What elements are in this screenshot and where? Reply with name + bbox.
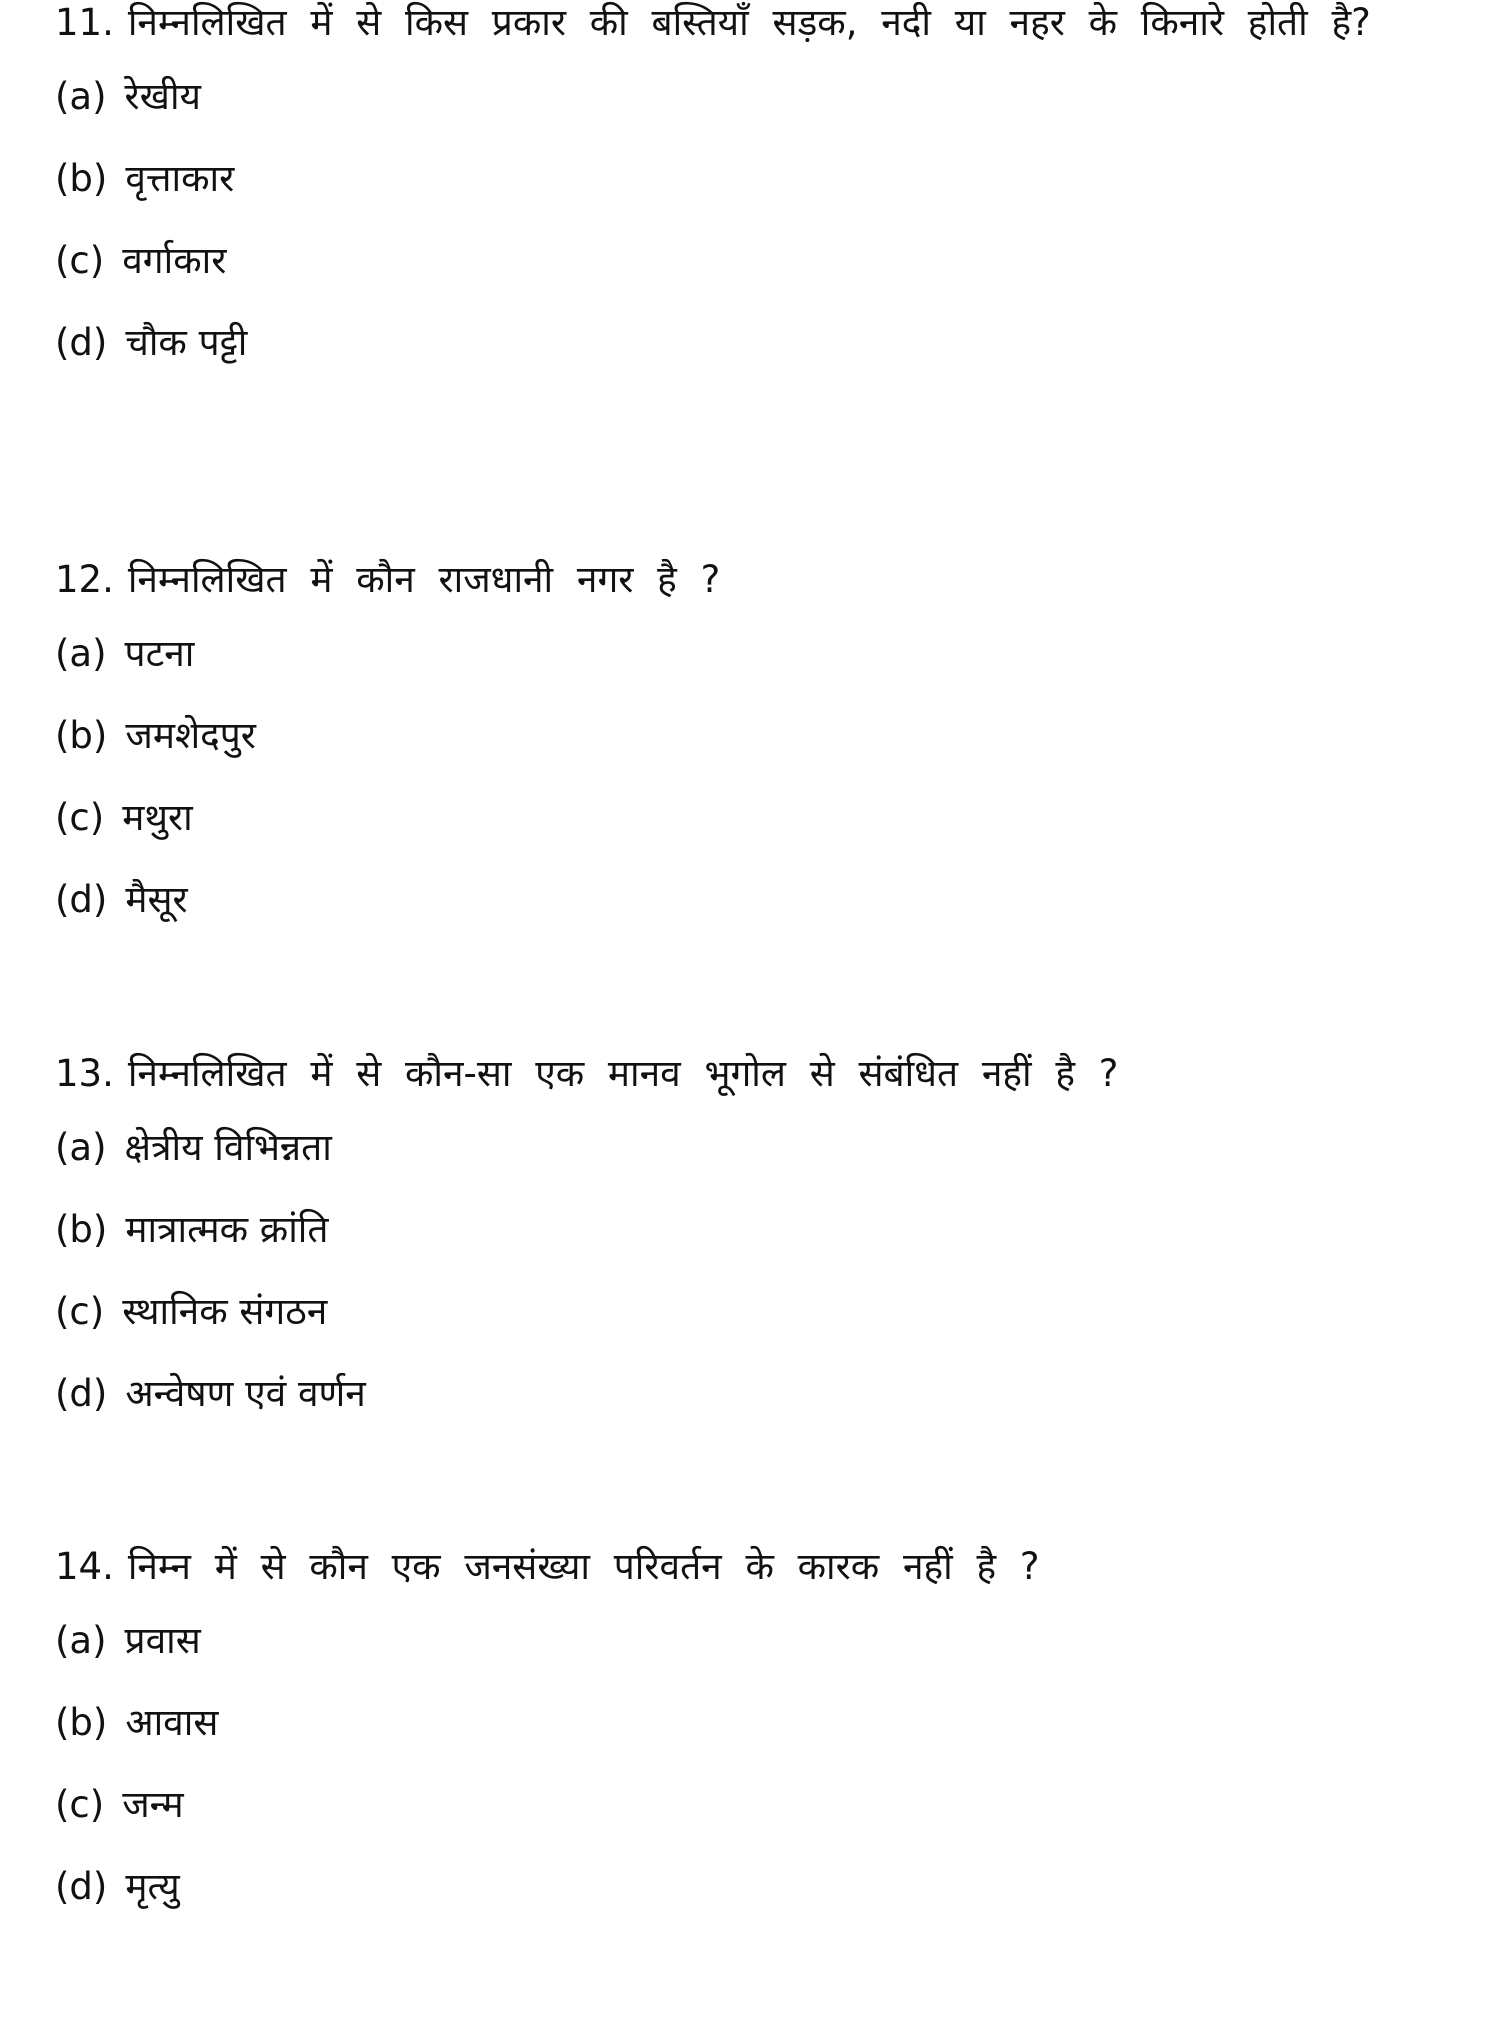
question-13 (55, 1041, 1445, 1435)
question-12 (55, 547, 1445, 941)
option-c[interactable] (55, 1271, 1445, 1353)
option-text: पटना (124, 632, 195, 675)
option-label: (c) (55, 796, 105, 839)
option-c[interactable] (55, 777, 1445, 859)
option-b[interactable] (55, 138, 1445, 220)
option-b[interactable] (55, 1682, 1445, 1764)
question-text (55, 547, 1445, 613)
option-a[interactable] (55, 1107, 1445, 1189)
option-label: (a) (55, 632, 107, 675)
option-c[interactable] (55, 220, 1445, 302)
option-text: रेखीय (124, 75, 201, 118)
question-number: 14. (55, 1545, 114, 1588)
question-number: 11. (55, 1, 114, 44)
option-text: मृत्यु (125, 1865, 180, 1908)
question-number: 13. (55, 1052, 114, 1095)
option-text: मथुरा (122, 796, 193, 839)
option-text: वर्गाकार (122, 239, 227, 282)
option-label: (b) (55, 1208, 108, 1251)
option-text: मात्रात्मक क्रांति (125, 1208, 329, 1251)
option-d[interactable] (55, 1846, 1445, 1928)
option-label: (c) (55, 1290, 105, 1333)
option-d[interactable] (55, 1353, 1445, 1435)
option-text: आवास (125, 1701, 219, 1744)
option-label: (a) (55, 1126, 107, 1169)
option-text: क्षेत्रीय विभिन्नता (124, 1126, 332, 1169)
question-body: निम्नलिखित में कौन राजधानी नगर है ? (127, 558, 721, 601)
options-list (55, 56, 1445, 384)
question-body: निम्नलिखित में से कौन-सा एक मानव भूगोल से संबंधित नहीं है ? (127, 1052, 1119, 1095)
option-text: मैसूर (125, 878, 188, 921)
question-body: निम्न में से कौन एक जनसंख्या परिवर्तन के कारक नहीं है ? (127, 1545, 1040, 1588)
option-a[interactable] (55, 613, 1445, 695)
option-b[interactable] (55, 1189, 1445, 1271)
option-b[interactable] (55, 695, 1445, 777)
option-label: (c) (55, 1783, 105, 1826)
question-body: निम्नलिखित में से किस प्रकार की बस्तियाँ सड़क, नदी या नहर के किनारे होती है? (127, 1, 1371, 44)
option-a[interactable] (55, 56, 1445, 138)
option-label: (c) (55, 239, 105, 282)
option-label: (b) (55, 157, 108, 200)
option-c[interactable] (55, 1764, 1445, 1846)
option-label: (d) (55, 1372, 108, 1415)
option-label: (b) (55, 714, 108, 757)
options-list (55, 1600, 1445, 1928)
question-14 (55, 1534, 1445, 1928)
question-number: 12. (55, 558, 114, 601)
option-text: प्रवास (124, 1619, 201, 1662)
option-label: (a) (55, 1619, 107, 1662)
option-text: स्थानिक संगठन (122, 1290, 328, 1333)
option-d[interactable] (55, 859, 1445, 941)
option-text: जन्म (122, 1783, 184, 1826)
option-label: (b) (55, 1701, 108, 1744)
options-list (55, 1107, 1445, 1435)
option-text: जमशेदपुर (125, 714, 256, 757)
option-text: अन्वेषण एवं वर्णन (125, 1372, 366, 1415)
question-11 (55, 0, 1445, 384)
option-label: (d) (55, 321, 108, 364)
question-text (55, 0, 1445, 56)
options-list (55, 613, 1445, 941)
question-text (55, 1534, 1445, 1600)
question-text (55, 1041, 1445, 1107)
option-d[interactable] (55, 302, 1445, 384)
option-label: (d) (55, 878, 108, 921)
option-label: (d) (55, 1865, 108, 1908)
option-text: वृत्ताकार (125, 157, 235, 200)
option-a[interactable] (55, 1600, 1445, 1682)
option-text: चौक पट्टी (125, 321, 248, 364)
option-label: (a) (55, 75, 107, 118)
